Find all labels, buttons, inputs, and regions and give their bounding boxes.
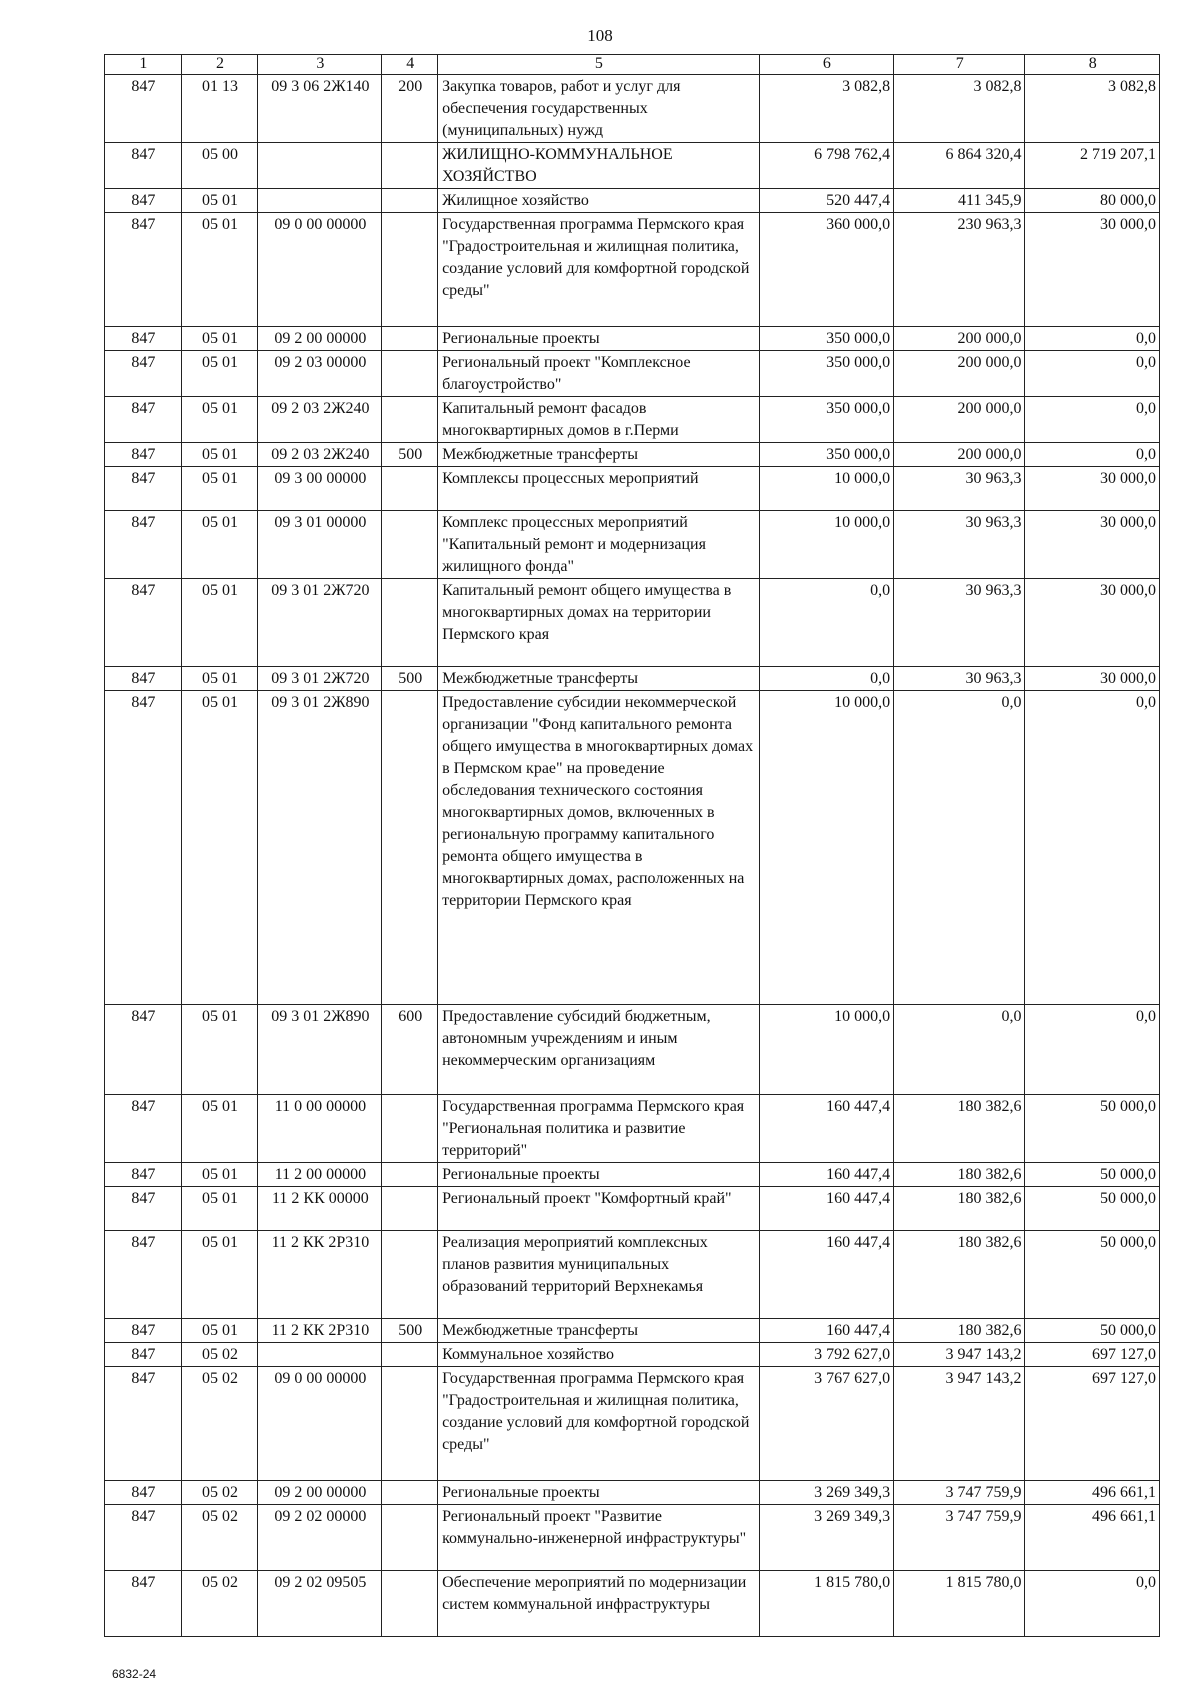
cell-section: 05 01 — [181, 667, 258, 691]
document-code: 6832-24 — [112, 1667, 157, 1681]
cell-amount-2: 3 947 143,2 — [894, 1343, 1025, 1367]
column-header: 7 — [894, 55, 1025, 75]
cell-target-article: 09 2 03 2Ж240 — [258, 443, 382, 467]
cell-amount-2: 30 963,3 — [894, 579, 1025, 667]
cell-code: 847 — [105, 691, 182, 1005]
cell-name: Региональные проекты — [438, 1481, 760, 1505]
cell-target-article: 09 2 02 00000 — [258, 1505, 382, 1571]
cell-amount-2: 230 963,3 — [894, 213, 1025, 327]
cell-expense-type: 500 — [382, 443, 438, 467]
cell-amount-1: 350 000,0 — [759, 351, 894, 397]
cell-amount-3: 50 000,0 — [1025, 1163, 1160, 1187]
cell-code: 847 — [105, 189, 182, 213]
cell-target-article: 09 3 01 2Ж890 — [258, 1005, 382, 1095]
cell-amount-3: 496 661,1 — [1025, 1481, 1160, 1505]
cell-code: 847 — [105, 213, 182, 327]
table-row — [105, 1481, 1160, 1505]
cell-target-article — [258, 143, 382, 189]
cell-target-article — [258, 1343, 382, 1367]
table-row — [105, 467, 1160, 511]
cell-amount-3: 0,0 — [1025, 691, 1160, 1005]
cell-code: 847 — [105, 1187, 182, 1231]
cell-amount-1: 1 815 780,0 — [759, 1571, 894, 1637]
cell-target-article: 09 3 01 00000 — [258, 511, 382, 579]
cell-amount-3: 0,0 — [1025, 1571, 1160, 1637]
cell-name: Региональный проект "Комплексное благоустройство" — [438, 351, 760, 397]
cell-expense-type — [382, 1367, 438, 1481]
cell-expense-type: 200 — [382, 75, 438, 143]
cell-amount-2: 180 382,6 — [894, 1319, 1025, 1343]
cell-code: 847 — [105, 667, 182, 691]
cell-amount-1: 350 000,0 — [759, 327, 894, 351]
cell-target-article: 09 3 01 2Ж890 — [258, 691, 382, 1005]
cell-expense-type: 500 — [382, 1319, 438, 1343]
cell-expense-type — [382, 691, 438, 1005]
cell-amount-2: 6 864 320,4 — [894, 143, 1025, 189]
cell-name: Капитальный ремонт фасадов многоквартирных домов в г.Перми — [438, 397, 760, 443]
cell-code: 847 — [105, 327, 182, 351]
table-row — [105, 511, 1160, 579]
table-row — [105, 1187, 1160, 1231]
cell-name: Предоставление субсидий бюджетным, автономным учреждениям и иным некоммерческим организациям — [438, 1005, 760, 1095]
cell-code: 847 — [105, 1231, 182, 1319]
table-header-row — [105, 55, 1160, 75]
page-number: 108 — [587, 26, 613, 45]
table-row — [105, 189, 1160, 213]
cell-name: Региональные проекты — [438, 1163, 760, 1187]
cell-name: Региональный проект "Комфортный край" — [438, 1187, 760, 1231]
column-header: 3 — [258, 55, 382, 75]
cell-section: 05 01 — [181, 1163, 258, 1187]
cell-amount-3: 697 127,0 — [1025, 1367, 1160, 1481]
cell-name: Государственная программа Пермского края "Региональная политика и развитие территорий" — [438, 1095, 760, 1163]
cell-section: 05 01 — [181, 443, 258, 467]
cell-code: 847 — [105, 1319, 182, 1343]
cell-amount-3: 30 000,0 — [1025, 467, 1160, 511]
cell-amount-1: 160 447,4 — [759, 1231, 894, 1319]
cell-code: 847 — [105, 467, 182, 511]
table-row — [105, 1163, 1160, 1187]
cell-section: 05 02 — [181, 1367, 258, 1481]
cell-code: 847 — [105, 511, 182, 579]
table-row — [105, 667, 1160, 691]
cell-amount-2: 3 947 143,2 — [894, 1367, 1025, 1481]
cell-amount-1: 0,0 — [759, 579, 894, 667]
cell-section: 05 01 — [181, 1319, 258, 1343]
cell-amount-2: 30 963,3 — [894, 467, 1025, 511]
cell-amount-2: 180 382,6 — [894, 1095, 1025, 1163]
cell-target-article: 09 2 00 00000 — [258, 1481, 382, 1505]
cell-amount-3: 30 000,0 — [1025, 667, 1160, 691]
cell-section: 05 02 — [181, 1343, 258, 1367]
cell-target-article: 09 3 06 2Ж140 — [258, 75, 382, 143]
cell-amount-2: 411 345,9 — [894, 189, 1025, 213]
cell-amount-1: 10 000,0 — [759, 511, 894, 579]
cell-expense-type — [382, 511, 438, 579]
column-header: 1 — [105, 55, 182, 75]
cell-expense-type — [382, 213, 438, 327]
cell-name: Капитальный ремонт общего имущества в многоквартирных домах на территории Пермского края — [438, 579, 760, 667]
cell-name: Реализация мероприятий комплексных планов развития муниципальных образований территорий Верхнекамья — [438, 1231, 760, 1319]
table-row — [105, 1505, 1160, 1571]
cell-name: ЖИЛИЩНО-КОММУНАЛЬНОЕ ХОЗЯЙСТВО — [438, 143, 760, 189]
cell-amount-2: 30 963,3 — [894, 511, 1025, 579]
cell-amount-3: 697 127,0 — [1025, 1343, 1160, 1367]
cell-amount-2: 3 747 759,9 — [894, 1481, 1025, 1505]
cell-amount-1: 350 000,0 — [759, 397, 894, 443]
column-header: 4 — [382, 55, 438, 75]
cell-amount-1: 6 798 762,4 — [759, 143, 894, 189]
cell-expense-type — [382, 327, 438, 351]
cell-section: 05 01 — [181, 1005, 258, 1095]
table-row — [105, 579, 1160, 667]
cell-amount-3: 50 000,0 — [1025, 1095, 1160, 1163]
cell-amount-1: 3 792 627,0 — [759, 1343, 894, 1367]
cell-section: 01 13 — [181, 75, 258, 143]
cell-target-article: 09 2 00 00000 — [258, 327, 382, 351]
cell-amount-3: 3 082,8 — [1025, 75, 1160, 143]
cell-code: 847 — [105, 1343, 182, 1367]
cell-expense-type — [382, 579, 438, 667]
cell-amount-3: 80 000,0 — [1025, 189, 1160, 213]
cell-section: 05 01 — [181, 1187, 258, 1231]
cell-expense-type — [382, 1571, 438, 1637]
cell-amount-2: 3 747 759,9 — [894, 1505, 1025, 1571]
cell-name: Закупка товаров, работ и услуг для обеспечения государственных (муниципальных) нужд — [438, 75, 760, 143]
cell-target-article: 11 2 КК 2Р310 — [258, 1319, 382, 1343]
table-row — [105, 443, 1160, 467]
cell-section: 05 01 — [181, 397, 258, 443]
column-header: 8 — [1025, 55, 1160, 75]
cell-amount-1: 0,0 — [759, 667, 894, 691]
cell-section: 05 01 — [181, 327, 258, 351]
cell-target-article: 11 0 00 00000 — [258, 1095, 382, 1163]
cell-amount-3: 496 661,1 — [1025, 1505, 1160, 1571]
cell-amount-3: 0,0 — [1025, 327, 1160, 351]
cell-section: 05 01 — [181, 1231, 258, 1319]
table-row — [105, 1367, 1160, 1481]
cell-expense-type — [382, 1163, 438, 1187]
cell-amount-1: 10 000,0 — [759, 1005, 894, 1095]
cell-amount-3: 30 000,0 — [1025, 579, 1160, 667]
cell-amount-2: 180 382,6 — [894, 1231, 1025, 1319]
cell-amount-2: 200 000,0 — [894, 351, 1025, 397]
cell-amount-2: 180 382,6 — [894, 1163, 1025, 1187]
table-row — [105, 1231, 1160, 1319]
cell-code: 847 — [105, 1571, 182, 1637]
cell-target-article: 11 2 КК 2Р310 — [258, 1231, 382, 1319]
cell-target-article: 09 2 03 00000 — [258, 351, 382, 397]
cell-amount-2: 200 000,0 — [894, 443, 1025, 467]
cell-name: Государственная программа Пермского края "Градостроительная и жилищная политика, создание условий для комфортной городской среды" — [438, 213, 760, 327]
cell-code: 847 — [105, 443, 182, 467]
cell-target-article: 09 0 00 00000 — [258, 213, 382, 327]
cell-name: Комплекс процессных мероприятий "Капитальный ремонт и модернизация жилищного фонда" — [438, 511, 760, 579]
cell-name: Межбюджетные трансферты — [438, 443, 760, 467]
cell-section: 05 01 — [181, 351, 258, 397]
cell-code: 847 — [105, 143, 182, 189]
cell-amount-1: 160 447,4 — [759, 1163, 894, 1187]
cell-amount-2: 200 000,0 — [894, 397, 1025, 443]
cell-amount-2: 30 963,3 — [894, 667, 1025, 691]
cell-name: Региональный проект "Развитие коммунально-инженерной инфраструктуры" — [438, 1505, 760, 1571]
cell-expense-type — [382, 1187, 438, 1231]
table-row — [105, 1005, 1160, 1095]
cell-target-article: 11 2 КК 00000 — [258, 1187, 382, 1231]
cell-amount-1: 160 447,4 — [759, 1187, 894, 1231]
cell-code: 847 — [105, 1505, 182, 1571]
budget-table — [104, 54, 1160, 1637]
table-row — [105, 1571, 1160, 1637]
cell-name: Жилищное хозяйство — [438, 189, 760, 213]
cell-amount-1: 360 000,0 — [759, 213, 894, 327]
table-row — [105, 1095, 1160, 1163]
cell-amount-3: 30 000,0 — [1025, 511, 1160, 579]
cell-amount-1: 160 447,4 — [759, 1319, 894, 1343]
cell-section: 05 01 — [181, 1095, 258, 1163]
cell-amount-3: 2 719 207,1 — [1025, 143, 1160, 189]
cell-name: Коммунальное хозяйство — [438, 1343, 760, 1367]
cell-amount-1: 3 767 627,0 — [759, 1367, 894, 1481]
column-header: 6 — [759, 55, 894, 75]
cell-section: 05 02 — [181, 1505, 258, 1571]
cell-expense-type: 500 — [382, 667, 438, 691]
cell-amount-3: 0,0 — [1025, 397, 1160, 443]
cell-amount-2: 0,0 — [894, 691, 1025, 1005]
table-row — [105, 75, 1160, 143]
cell-section: 05 02 — [181, 1481, 258, 1505]
cell-amount-2: 3 082,8 — [894, 75, 1025, 143]
column-header: 5 — [438, 55, 760, 75]
table-row — [105, 327, 1160, 351]
cell-amount-3: 0,0 — [1025, 443, 1160, 467]
cell-expense-type — [382, 1481, 438, 1505]
cell-expense-type — [382, 351, 438, 397]
cell-name: Региональные проекты — [438, 327, 760, 351]
table-row — [105, 143, 1160, 189]
cell-amount-1: 160 447,4 — [759, 1095, 894, 1163]
cell-amount-3: 0,0 — [1025, 351, 1160, 397]
cell-name: Комплексы процессных мероприятий — [438, 467, 760, 511]
cell-code: 847 — [105, 1005, 182, 1095]
cell-amount-2: 180 382,6 — [894, 1187, 1025, 1231]
cell-expense-type — [382, 1505, 438, 1571]
table-row — [105, 351, 1160, 397]
cell-name: Межбюджетные трансферты — [438, 1319, 760, 1343]
cell-amount-1: 3 269 349,3 — [759, 1505, 894, 1571]
cell-amount-3: 0,0 — [1025, 1005, 1160, 1095]
column-header: 2 — [181, 55, 258, 75]
cell-amount-1: 10 000,0 — [759, 467, 894, 511]
cell-code: 847 — [105, 1163, 182, 1187]
cell-section: 05 02 — [181, 1571, 258, 1637]
cell-section: 05 01 — [181, 511, 258, 579]
cell-expense-type — [382, 397, 438, 443]
cell-expense-type — [382, 189, 438, 213]
cell-name: Межбюджетные трансферты — [438, 667, 760, 691]
cell-code: 847 — [105, 75, 182, 143]
cell-target-article: 09 2 02 09505 — [258, 1571, 382, 1637]
cell-amount-1: 3 082,8 — [759, 75, 894, 143]
cell-amount-2: 1 815 780,0 — [894, 1571, 1025, 1637]
cell-name: Государственная программа Пермского края "Градостроительная и жилищная политика, создание условий для комфортной городской среды" — [438, 1367, 760, 1481]
cell-amount-3: 50 000,0 — [1025, 1231, 1160, 1319]
cell-amount-1: 350 000,0 — [759, 443, 894, 467]
cell-amount-1: 520 447,4 — [759, 189, 894, 213]
cell-code: 847 — [105, 1367, 182, 1481]
cell-code: 847 — [105, 1095, 182, 1163]
cell-section: 05 00 — [181, 143, 258, 189]
table-row — [105, 1343, 1160, 1367]
cell-expense-type — [382, 1231, 438, 1319]
cell-section: 05 01 — [181, 213, 258, 327]
cell-amount-3: 50 000,0 — [1025, 1187, 1160, 1231]
cell-amount-3: 50 000,0 — [1025, 1319, 1160, 1343]
cell-section: 05 01 — [181, 579, 258, 667]
cell-section: 05 01 — [181, 189, 258, 213]
cell-expense-type — [382, 467, 438, 511]
cell-section: 05 01 — [181, 467, 258, 511]
cell-section: 05 01 — [181, 691, 258, 1005]
cell-amount-2: 0,0 — [894, 1005, 1025, 1095]
cell-target-article: 09 3 01 2Ж720 — [258, 579, 382, 667]
cell-expense-type: 600 — [382, 1005, 438, 1095]
cell-target-article: 09 3 01 2Ж720 — [258, 667, 382, 691]
cell-name: Предоставление субсидии некоммерческой организации "Фонд капитального ремонта общего имущества в многоквартирных домах в Пермском крае" на проведение обследования технического состояния многоквартирных домов, включенных в региональную программу капитального ремонта общего имущества в многоквартирных домах, расположенных на территории Пермского края — [438, 691, 760, 1005]
cell-expense-type — [382, 1343, 438, 1367]
cell-target-article: 09 0 00 00000 — [258, 1367, 382, 1481]
cell-expense-type — [382, 1095, 438, 1163]
cell-amount-1: 10 000,0 — [759, 691, 894, 1005]
cell-target-article — [258, 189, 382, 213]
cell-code: 847 — [105, 351, 182, 397]
table-row — [105, 397, 1160, 443]
cell-code: 847 — [105, 397, 182, 443]
cell-amount-2: 200 000,0 — [894, 327, 1025, 351]
table-row — [105, 213, 1160, 327]
table-body — [105, 75, 1160, 1637]
cell-target-article: 09 2 03 2Ж240 — [258, 397, 382, 443]
cell-amount-3: 30 000,0 — [1025, 213, 1160, 327]
cell-amount-1: 3 269 349,3 — [759, 1481, 894, 1505]
cell-target-article: 11 2 00 00000 — [258, 1163, 382, 1187]
table-row — [105, 1319, 1160, 1343]
cell-code: 847 — [105, 579, 182, 667]
cell-name: Обеспечение мероприятий по модернизации систем коммунальной инфраструктуры — [438, 1571, 760, 1637]
cell-code: 847 — [105, 1481, 182, 1505]
cell-target-article: 09 3 00 00000 — [258, 467, 382, 511]
table-row — [105, 691, 1160, 1005]
cell-expense-type — [382, 143, 438, 189]
